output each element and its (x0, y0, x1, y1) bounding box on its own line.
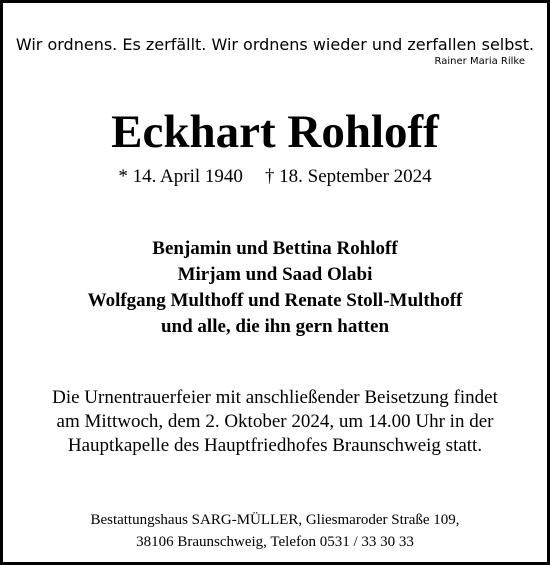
mourner-line: Wolfgang Multhoff und Renate Stoll-Multhoff (87, 290, 463, 311)
funeral-home-line: Bestattungshaus SARG-MÜLLER, Gliesmaroder Straße 109, (90, 512, 460, 528)
funeral-announcement (3, 386, 547, 458)
quote-text: Wir ordnens. Es zerfällt. Wir ordnens wieder und zerfallen selbst. (15, 35, 535, 54)
announcement-line: Hauptkapelle des Hauptfriedhofes Braunschweig statt. (67, 435, 483, 456)
life-dates (3, 165, 547, 189)
quote-author: Rainer Maria Rilke (434, 56, 525, 67)
deceased-name: Eckhart Rohloff (111, 106, 439, 158)
birth-date: * 14. April 1940 (118, 166, 243, 187)
mourners-list (3, 236, 547, 340)
announcement-line: am Mittwoch, dem 2. Oktober 2024, um 14.00 Uhr in der (56, 411, 494, 432)
mourner-line: Benjamin und Bettina Rohloff (152, 238, 398, 259)
funeral-home-line: 38106 Braunschweig, Telefon 0531 / 33 30 33 (136, 534, 414, 550)
announcement-line: Die Urnentrauerfeier mit anschließender Beisetzung findet (52, 387, 498, 408)
death-date: † 18. September 2024 (264, 166, 432, 187)
mourner-line: Mirjam und Saad Olabi (177, 264, 373, 285)
funeral-home-info (3, 509, 547, 553)
mourner-line: und alle, die ihn gern hatten (160, 316, 390, 337)
